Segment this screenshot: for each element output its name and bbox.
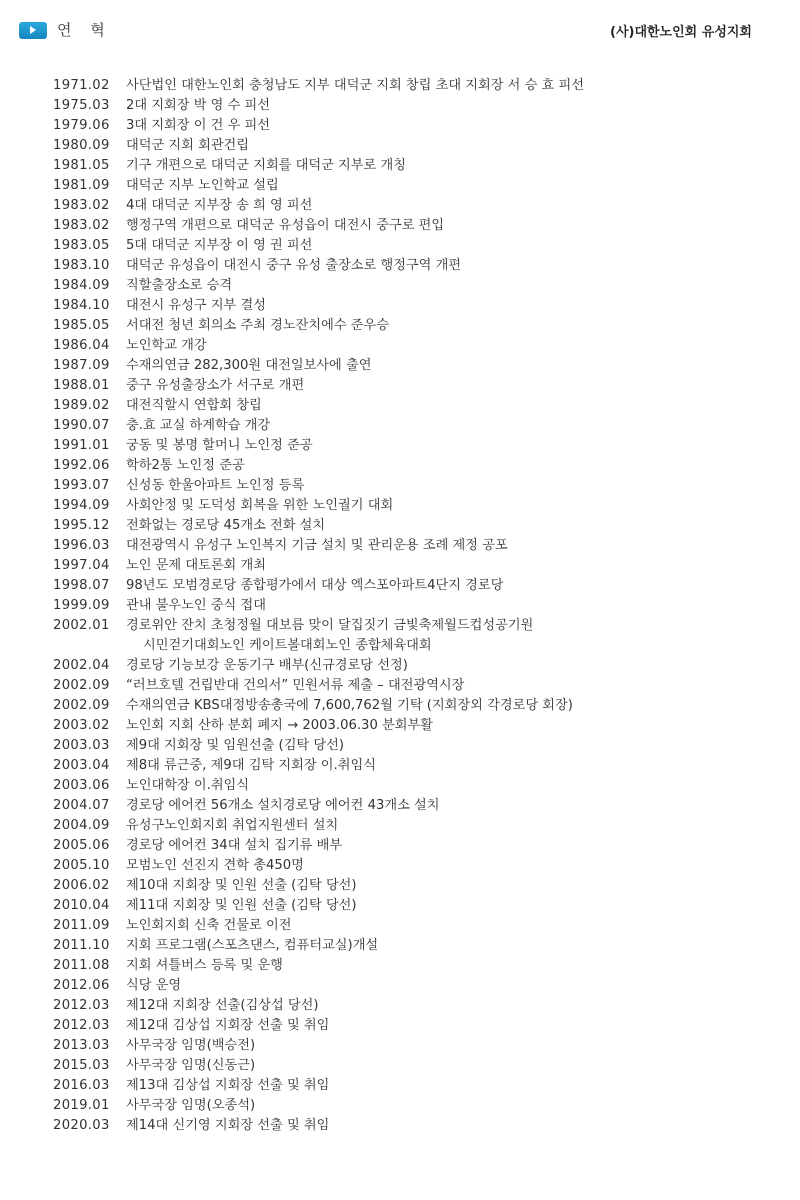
history-entry bbox=[53, 276, 773, 296]
history-entry bbox=[53, 436, 773, 456]
history-date: 1985.05 bbox=[53, 318, 110, 333]
history-description bbox=[126, 676, 773, 696]
history-entry bbox=[53, 696, 773, 716]
history-description-line: 노인 문제 대토론회 개최 bbox=[126, 558, 266, 573]
history-description bbox=[126, 696, 773, 716]
history-description-line: 시민걷기대회노인 케이트볼대회노인 종합체육대회 bbox=[143, 638, 432, 653]
history-date: 1984.10 bbox=[53, 298, 110, 313]
history-date: 1996.03 bbox=[53, 538, 110, 553]
history-description bbox=[126, 756, 773, 776]
history-date: 1981.05 bbox=[53, 158, 110, 173]
history-description-line: 제11대 지회장 및 인원 선출 (김탁 당선) bbox=[126, 898, 357, 913]
history-date: 1998.07 bbox=[53, 578, 110, 593]
history-description-line: 대덕군 지부 노인학교 설립 bbox=[126, 178, 279, 193]
history-description bbox=[126, 656, 773, 676]
history-description-line: 사무국장 임명(오종석) bbox=[126, 1098, 256, 1113]
history-description-line: 식당 운영 bbox=[126, 978, 182, 993]
history-description-line: 행정구역 개편으로 대덕군 유성읍이 대전시 중구로 편입 bbox=[126, 218, 445, 233]
history-entry bbox=[53, 516, 773, 536]
history-entry bbox=[53, 556, 773, 576]
history-entry bbox=[53, 96, 773, 116]
history-description-line: 제14대 신기영 지회장 선출 및 취임 bbox=[126, 1118, 330, 1133]
history-description-line: 대전직할시 연합회 창립 bbox=[126, 398, 262, 413]
history-date: 1984.09 bbox=[53, 278, 110, 293]
history-description bbox=[126, 256, 773, 276]
history-entry bbox=[53, 896, 773, 916]
history-date: 2012.06 bbox=[53, 978, 110, 993]
history-description-line: 제12대 김상섭 지회장 선출 및 취임 bbox=[126, 1018, 330, 1033]
history-date: 2011.08 bbox=[53, 958, 110, 973]
organization-name: (사)대한노인회 유성지회 bbox=[610, 25, 752, 40]
history-date: 2019.01 bbox=[53, 1098, 110, 1113]
history-entry bbox=[53, 916, 773, 936]
history-description-line: 노인회 지회 산하 분회 폐지 → 2003.06.30 분회부활 bbox=[126, 718, 433, 733]
history-entry bbox=[53, 356, 773, 376]
history-description bbox=[126, 1096, 773, 1116]
history-description-line: 노인회지회 신축 건물로 이전 bbox=[126, 918, 292, 933]
history-description-line: 전화없는 경로당 45개소 전화 설치 bbox=[126, 518, 326, 533]
history-description bbox=[126, 216, 773, 236]
history-date: 2012.03 bbox=[53, 998, 110, 1013]
history-description-line: 5대 대덕군 지부장 이 영 권 피선 bbox=[126, 238, 313, 253]
history-description-line: 사단법인 대한노인회 충청남도 지부 대덕군 지회 창립 초대 지회장 서 승 효 피선 bbox=[126, 78, 584, 93]
history-description bbox=[126, 996, 773, 1016]
history-description-line: 대덕군 지회 회관건립 bbox=[126, 138, 250, 153]
history-entry bbox=[53, 496, 773, 516]
history-entry bbox=[53, 796, 773, 816]
history-description bbox=[126, 1076, 773, 1096]
history-description-line: 서대전 청년 회의소 주최 경노잔치에수 준우승 bbox=[126, 318, 390, 333]
history-date: 2004.09 bbox=[53, 818, 110, 833]
history-entry bbox=[53, 296, 773, 316]
history-entry bbox=[53, 1016, 773, 1036]
history-entry bbox=[53, 1096, 773, 1116]
history-description-line: 유성구노인회지회 취업지원센터 설치 bbox=[126, 818, 339, 833]
section-title: 연 혁 bbox=[57, 21, 112, 39]
history-date: 1992.06 bbox=[53, 458, 110, 473]
history-description bbox=[126, 236, 773, 256]
history-description-line: 경로위안 잔치 초청정월 대보름 맞이 달집짓기 금빛축제월드컵성공기원 bbox=[126, 618, 534, 633]
history-description-line: 중구 유성출장소가 서구로 개편 bbox=[126, 378, 305, 393]
history-description-line: 제13대 김상섭 지회장 선출 및 취임 bbox=[126, 1078, 330, 1093]
history-date: 1983.05 bbox=[53, 238, 110, 253]
history-description bbox=[126, 976, 773, 996]
history-description-line: 4대 대덕군 지부장 송 희 영 피선 bbox=[126, 198, 313, 213]
history-entry bbox=[53, 176, 773, 196]
history-entry bbox=[53, 656, 773, 676]
history-description-line: 대전광역시 유성구 노인복지 기금 설치 및 관리운용 조례 제정 공포 bbox=[126, 538, 508, 553]
history-description-line: 경로당 기능보강 운동기구 배부(신규경로당 선정) bbox=[126, 658, 408, 673]
history-entry bbox=[53, 956, 773, 976]
history-description bbox=[126, 876, 773, 896]
history-description-line: 기구 개편으로 대덕군 지회를 대덕군 지부로 개칭 bbox=[126, 158, 406, 173]
history-description-line: 노인대학장 이.취임식 bbox=[126, 778, 250, 793]
history-description bbox=[126, 896, 773, 916]
history-description bbox=[126, 476, 773, 496]
history-description-line: 제8대 류근중, 제9대 김탁 지회장 이.취임식 bbox=[126, 758, 376, 773]
history-description bbox=[126, 816, 773, 836]
history-description bbox=[126, 556, 773, 576]
history-date: 2003.02 bbox=[53, 718, 110, 733]
history-description bbox=[126, 196, 773, 216]
history-entry bbox=[53, 76, 773, 96]
history-description-line: 98년도 모범경로당 종합평가에서 대상 엑스포아파트4단지 경로당 bbox=[126, 578, 504, 593]
history-description bbox=[126, 76, 773, 96]
history-date: 2011.10 bbox=[53, 938, 110, 953]
history-description bbox=[126, 796, 773, 816]
history-date: 2002.09 bbox=[53, 698, 110, 713]
history-description-line: 궁동 및 봉명 할머니 노인정 준공 bbox=[126, 438, 313, 453]
history-entry bbox=[53, 236, 773, 256]
history-description-line: 2대 지회장 박 영 수 피선 bbox=[126, 98, 271, 113]
page-header bbox=[0, 0, 800, 60]
history-description-line: 3대 지회장 이 건 우 피선 bbox=[126, 118, 271, 133]
history-description bbox=[126, 336, 773, 356]
history-description-line: 관내 불우노인 중식 접대 bbox=[126, 598, 266, 613]
history-entry bbox=[53, 336, 773, 356]
history-description-line: 수재의연금 282,300원 대전일보사에 출연 bbox=[126, 358, 372, 373]
history-description bbox=[126, 356, 773, 376]
history-entry bbox=[53, 996, 773, 1016]
history-date: 1999.09 bbox=[53, 598, 110, 613]
history-entry bbox=[53, 736, 773, 756]
history-entry bbox=[53, 876, 773, 896]
history-description-line: 노인학교 개강 bbox=[126, 338, 207, 353]
history-description bbox=[126, 116, 773, 136]
history-description bbox=[126, 716, 773, 736]
history-entry bbox=[53, 156, 773, 176]
history-entry bbox=[53, 396, 773, 416]
history-entry bbox=[53, 756, 773, 776]
history-description bbox=[126, 156, 773, 176]
history-description bbox=[126, 576, 773, 596]
history-entry bbox=[53, 836, 773, 856]
history-description-line: 지회 프로그램(스포츠댄스, 컴퓨터교실)개설 bbox=[126, 938, 379, 953]
history-description-line: 사회안정 및 도덕성 회복을 위한 노인궐기 대회 bbox=[126, 498, 394, 513]
history-date: 2002.01 bbox=[53, 618, 110, 633]
history-description bbox=[126, 836, 773, 856]
history-description bbox=[126, 856, 773, 876]
history-description bbox=[126, 736, 773, 756]
history-entry bbox=[53, 256, 773, 276]
history-description bbox=[126, 436, 773, 456]
history-description bbox=[126, 176, 773, 196]
history-description bbox=[126, 536, 773, 556]
history-description-line: 직할출장소로 승격 bbox=[126, 278, 233, 293]
history-description-line: 신성동 한울아파트 노인정 등록 bbox=[126, 478, 305, 493]
history-date: 2002.04 bbox=[53, 658, 110, 673]
history-description bbox=[126, 1016, 773, 1036]
history-date: 2004.07 bbox=[53, 798, 110, 813]
history-description bbox=[126, 776, 773, 796]
history-description bbox=[126, 956, 773, 976]
history-description bbox=[126, 296, 773, 316]
history-date: 2003.06 bbox=[53, 778, 110, 793]
history-date: 1997.04 bbox=[53, 558, 110, 573]
history-description bbox=[126, 276, 773, 296]
history-date: 2011.09 bbox=[53, 918, 110, 933]
history-description-line: 제10대 지회장 및 인원 선출 (김탁 당선) bbox=[126, 878, 357, 893]
history-date: 2010.04 bbox=[53, 898, 110, 913]
history-entry bbox=[53, 1036, 773, 1056]
history-entry bbox=[53, 316, 773, 336]
history-description bbox=[126, 136, 773, 156]
history-entry bbox=[53, 116, 773, 136]
history-entry bbox=[53, 816, 773, 836]
history-description-line: 사무국장 임명(신동근) bbox=[126, 1058, 256, 1073]
history-date: 2020.03 bbox=[53, 1118, 110, 1133]
history-description bbox=[126, 96, 773, 116]
history-date: 1990.07 bbox=[53, 418, 110, 433]
history-date: 2006.02 bbox=[53, 878, 110, 893]
history-entry bbox=[53, 936, 773, 956]
history-description-line: 사무국장 임명(백승전) bbox=[126, 1038, 256, 1053]
history-entry bbox=[53, 716, 773, 736]
history-description bbox=[126, 916, 773, 936]
history-description bbox=[126, 1116, 773, 1136]
history-description-line: “러브호텔 건립반대 건의서” 민원서류 제출 – 대전광역시장 bbox=[126, 678, 465, 693]
history-description-line: 수재의연금 KBS대정방송총국에 7,600,762월 기탁 (지회장외 각경로당 회장) bbox=[126, 698, 573, 713]
history-date: 1983.02 bbox=[53, 218, 110, 233]
history-entry bbox=[53, 136, 773, 156]
history-entry bbox=[53, 376, 773, 396]
history-description bbox=[126, 1036, 773, 1056]
history-date: 2005.10 bbox=[53, 858, 110, 873]
history-description bbox=[126, 316, 773, 336]
history-date: 2013.03 bbox=[53, 1038, 110, 1053]
history-date: 2002.09 bbox=[53, 678, 110, 693]
history-entry bbox=[53, 576, 773, 596]
history-entry bbox=[53, 1056, 773, 1076]
history-entry bbox=[53, 676, 773, 696]
history-description bbox=[126, 616, 773, 656]
history-date: 1989.02 bbox=[53, 398, 110, 413]
history-date: 2005.06 bbox=[53, 838, 110, 853]
history-list bbox=[53, 76, 773, 1136]
history-date: 1995.12 bbox=[53, 518, 110, 533]
history-entry bbox=[53, 616, 773, 656]
history-entry bbox=[53, 1076, 773, 1096]
history-date: 1988.01 bbox=[53, 378, 110, 393]
history-description bbox=[126, 376, 773, 396]
history-entry bbox=[53, 196, 773, 216]
history-date: 2003.03 bbox=[53, 738, 110, 753]
history-date: 1987.09 bbox=[53, 358, 110, 373]
history-entry bbox=[53, 1116, 773, 1136]
history-description bbox=[126, 416, 773, 436]
history-date: 1993.07 bbox=[53, 478, 110, 493]
history-date: 2003.04 bbox=[53, 758, 110, 773]
history-entry bbox=[53, 476, 773, 496]
history-date: 1991.01 bbox=[53, 438, 110, 453]
history-date: 2015.03 bbox=[53, 1058, 110, 1073]
history-description bbox=[126, 396, 773, 416]
history-entry bbox=[53, 216, 773, 236]
history-description-line: 충.효 교실 하계학습 개강 bbox=[126, 418, 271, 433]
history-entry bbox=[53, 776, 773, 796]
history-date: 2012.03 bbox=[53, 1018, 110, 1033]
history-description bbox=[126, 496, 773, 516]
history-date: 1971.02 bbox=[53, 78, 110, 93]
history-date: 1979.06 bbox=[53, 118, 110, 133]
history-date: 1983.10 bbox=[53, 258, 110, 273]
history-description bbox=[126, 936, 773, 956]
history-entry bbox=[53, 856, 773, 876]
history-description bbox=[126, 1056, 773, 1076]
history-date: 2016.03 bbox=[53, 1078, 110, 1093]
history-date: 1994.09 bbox=[53, 498, 110, 513]
history-entry bbox=[53, 456, 773, 476]
history-description-line: 경로당 에어컨 34대 설치 집기류 배부 bbox=[126, 838, 343, 853]
history-entry bbox=[53, 416, 773, 436]
history-description-line: 대전시 유성구 지부 결성 bbox=[126, 298, 266, 313]
history-description bbox=[126, 516, 773, 536]
history-date: 1980.09 bbox=[53, 138, 110, 153]
history-date: 1983.02 bbox=[53, 198, 110, 213]
history-description-line: 제12대 지회장 선출(김상섭 당선) bbox=[126, 998, 319, 1013]
history-date: 1986.04 bbox=[53, 338, 110, 353]
history-description-line: 지회 셔틀버스 등록 및 운행 bbox=[126, 958, 283, 973]
history-description-line: 대덕군 유성읍이 대전시 중구 유성 출장소로 행정구역 개편 bbox=[126, 258, 462, 273]
history-description-line: 학하2통 노인정 준공 bbox=[126, 458, 245, 473]
history-entry bbox=[53, 536, 773, 556]
history-description-line: 경로당 에어컨 56개소 설치경로당 에어컨 43개소 설치 bbox=[126, 798, 440, 813]
history-description bbox=[126, 456, 773, 476]
history-date: 1975.03 bbox=[53, 98, 110, 113]
history-description bbox=[126, 596, 773, 616]
history-description-line: 제9대 지회장 및 임원선출 (김탁 당선) bbox=[126, 738, 344, 753]
history-entry bbox=[53, 596, 773, 616]
history-entry bbox=[53, 976, 773, 996]
history-description-line: 모범노인 선진지 견학 총450명 bbox=[126, 858, 304, 873]
play-arrow-icon bbox=[19, 22, 47, 39]
history-date: 1981.09 bbox=[53, 178, 110, 193]
